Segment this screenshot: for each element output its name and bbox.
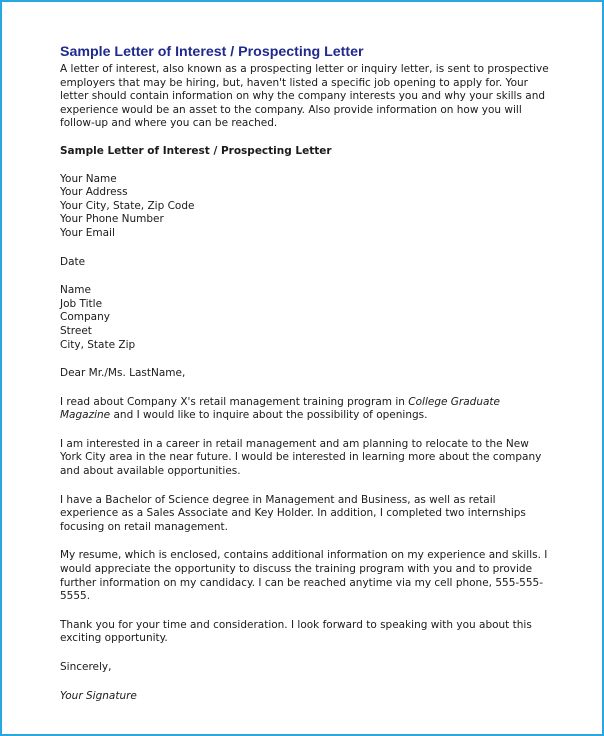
sender-city-state-zip: Your City, State, Zip Code xyxy=(60,199,195,212)
sender-name: Your Name xyxy=(60,172,117,185)
para1-text-before: I read about Company X's retail management training program in xyxy=(60,395,409,408)
body-paragraph-1 xyxy=(60,396,550,423)
sender-address-block xyxy=(60,173,550,241)
magazine-title: College Graduate Magazine xyxy=(60,395,500,422)
recipient-street: Street xyxy=(60,324,92,337)
recipient-job-title: Job Title xyxy=(60,297,103,310)
intro-paragraph: A letter of interest, also known as a prospecting letter or inquiry letter, is sent to prospective employers that may be hiring, but, haven't listed a specific job opening to apply for. Your letter should contain information on why the company interests you and why your skills and experience would be an asset to the company. Also provide information on how you will follow-up and where you can be reached. xyxy=(60,63,549,130)
recipient-address-block xyxy=(60,284,550,352)
letter-content xyxy=(60,43,550,703)
signature: Your Signature xyxy=(60,689,137,702)
sender-address: Your Address xyxy=(60,186,128,199)
para1-text-after: and I would like to inquire about the possibility of openings. xyxy=(110,409,428,422)
sender-email: Your Email xyxy=(60,226,115,239)
letter-date: Date xyxy=(60,255,86,268)
letter-subtitle: Sample Letter of Interest / Prospecting Letter xyxy=(60,144,332,157)
body-paragraph-2: I am interested in a career in retail management and am planning to relocate to the New York City area in the near future. I would be interested in learning more about the company and about available opportunities. xyxy=(60,437,542,478)
recipient-city-state-zip: City, State Zip xyxy=(60,338,136,351)
salutation: Dear Mr./Ms. LastName, xyxy=(60,367,186,380)
recipient-company: Company xyxy=(60,311,110,324)
page-title: Sample Letter of Interest / Prospecting Letter xyxy=(60,44,364,60)
sender-phone: Your Phone Number xyxy=(60,213,164,226)
body-paragraph-5: Thank you for your time and consideration. I look forward to speaking with you about this exciting opportunity. xyxy=(60,618,532,645)
recipient-name: Name xyxy=(60,284,91,297)
body-paragraph-3: I have a Bachelor of Science degree in Management and Business, as well as retail experience as a Sales Associate and Key Holder. In addition, I completed two internships focusing on retail management. xyxy=(60,493,526,533)
closing: Sincerely, xyxy=(60,661,112,673)
body-paragraph-4: My resume, which is enclosed, contains additional information on my experience and skills. I would appreciate the opportunity to discuss the training program with you and to provide further information on my candidacy. I can be reached anytime via my cell phone, 555-555-5555. xyxy=(60,549,548,603)
